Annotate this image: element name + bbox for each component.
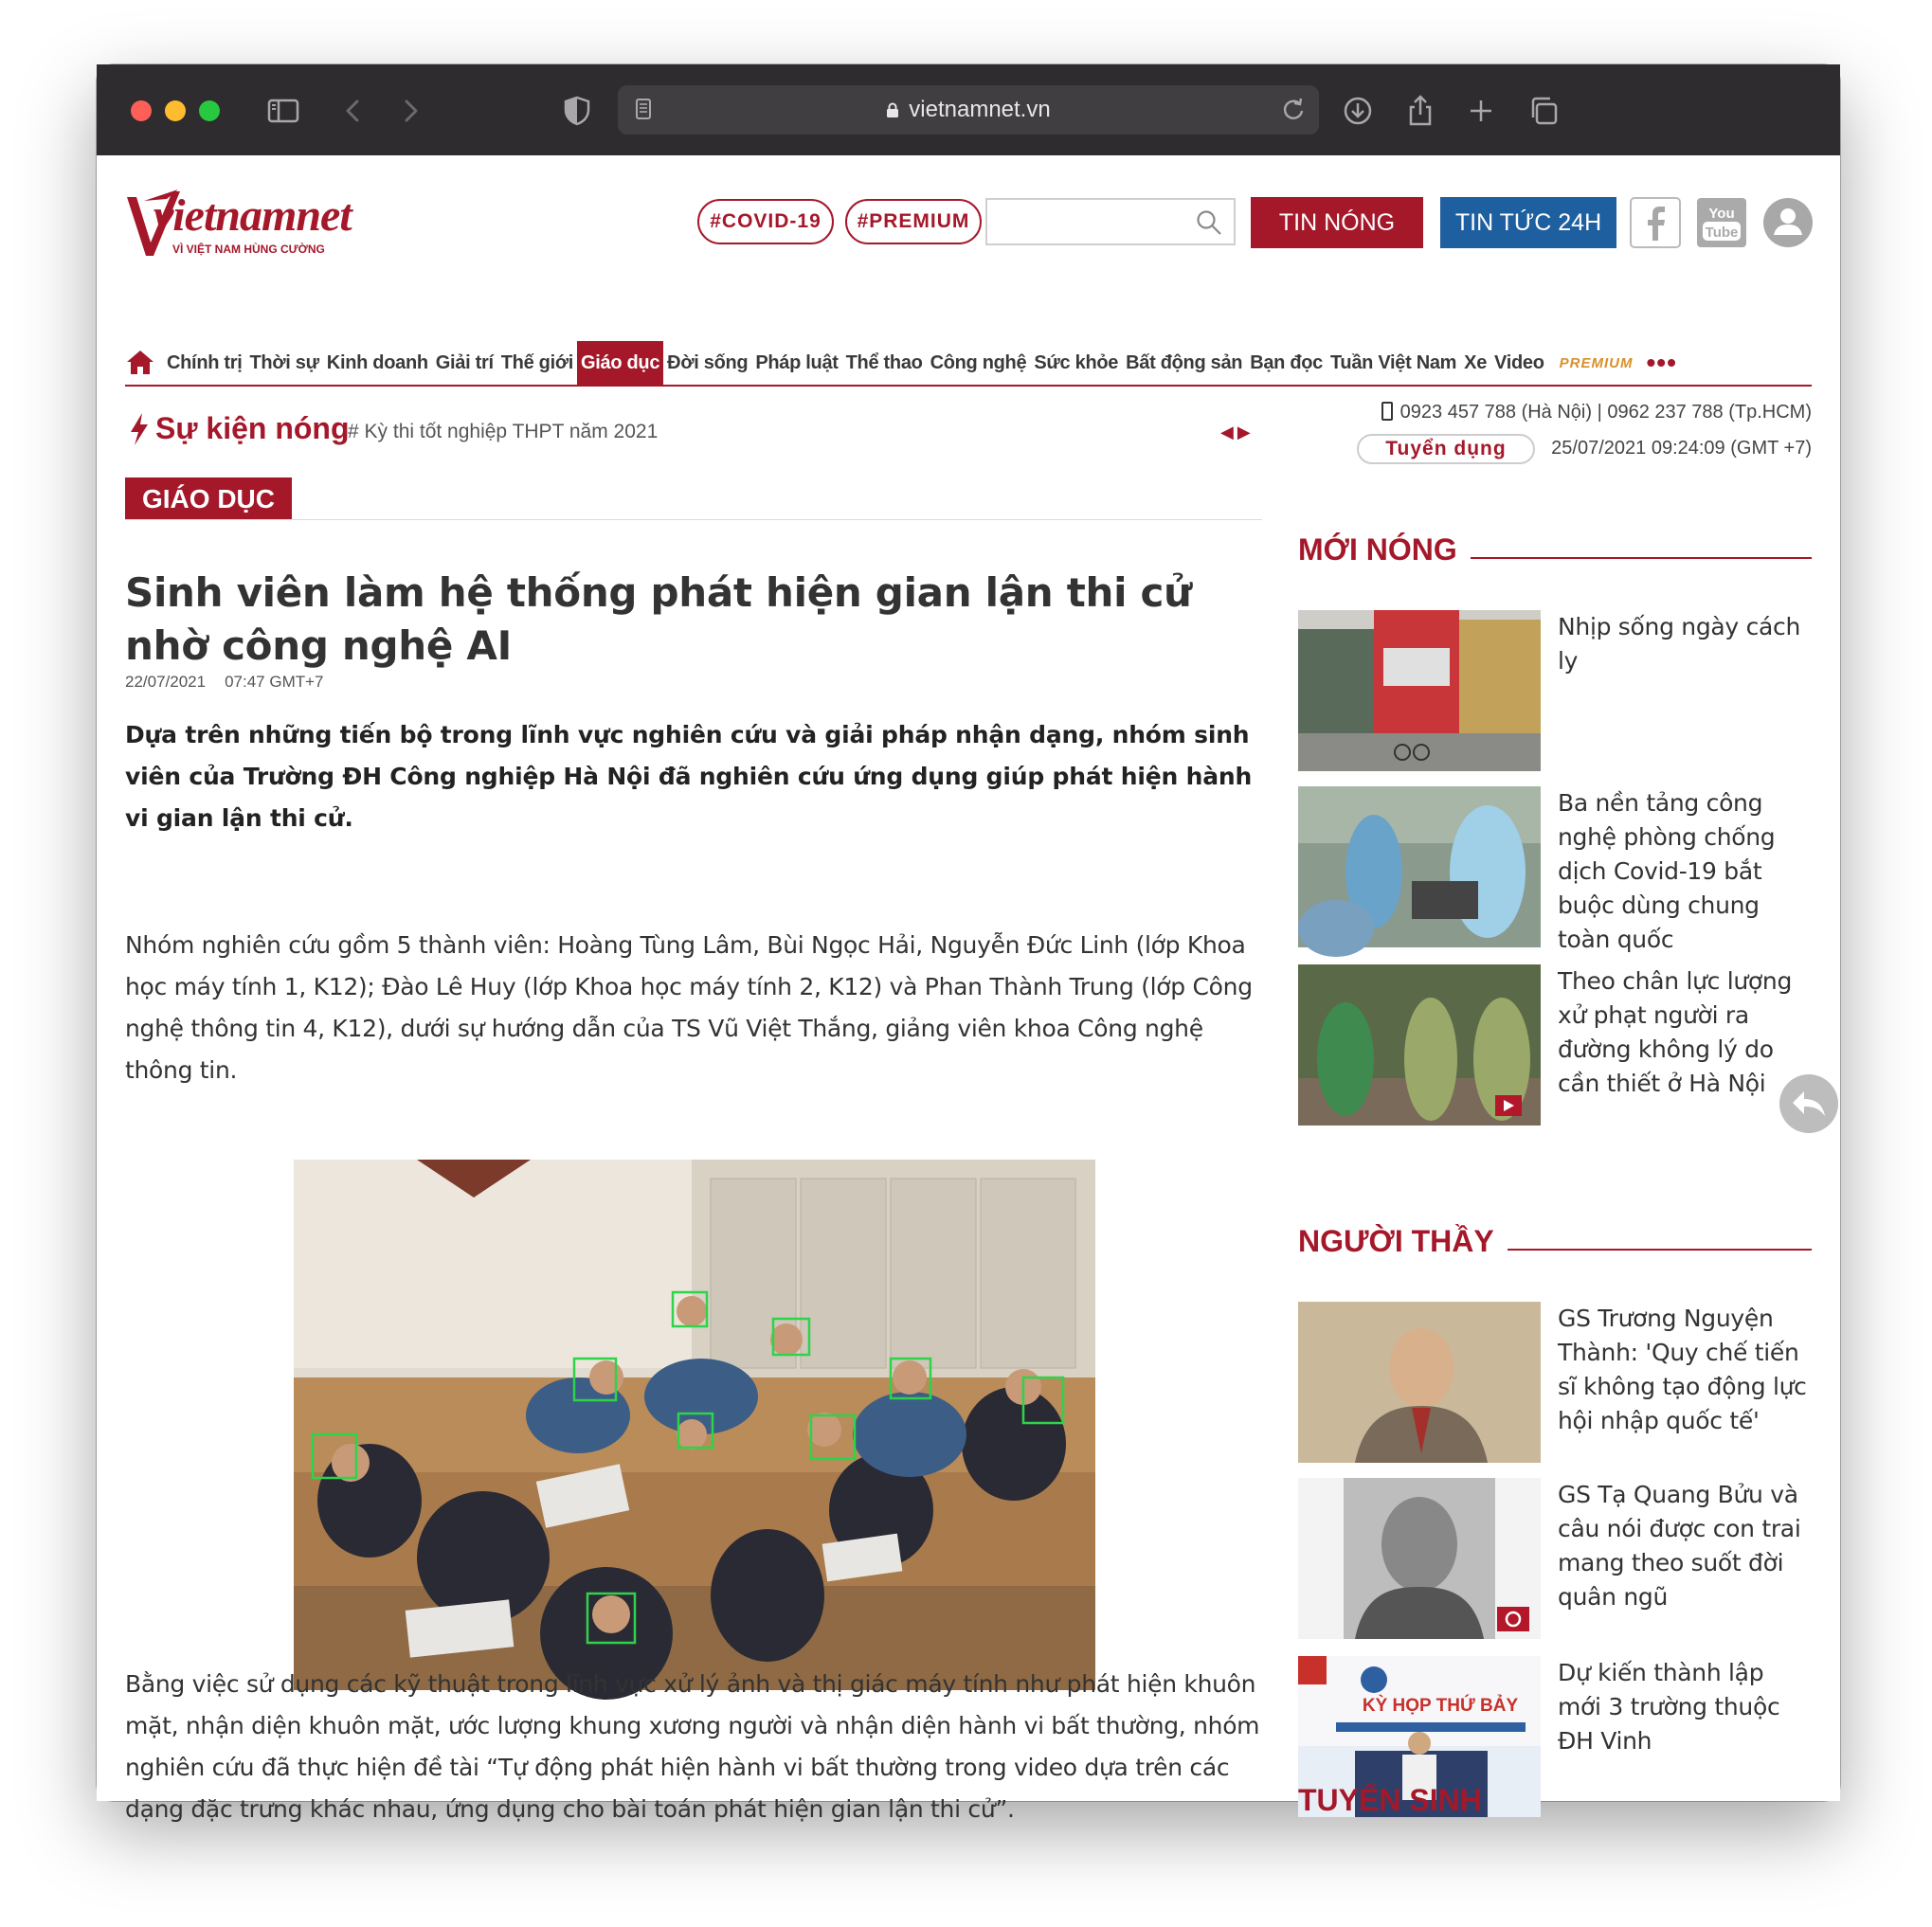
- logo-wordmark: vietnamnet: [153, 190, 352, 241]
- downloads-icon[interactable]: [1340, 93, 1376, 129]
- main-navigation: [125, 341, 1812, 387]
- section-title[interactable]: NGƯỜI THẦY: [1298, 1224, 1508, 1259]
- next-arrow-icon[interactable]: ▶: [1237, 423, 1255, 441]
- floating-back-button[interactable]: [1779, 1074, 1838, 1133]
- hot-event-link[interactable]: # Kỳ thi tốt nghiệp THPT năm 2021: [348, 421, 659, 442]
- article-thumbnail[interactable]: [1298, 786, 1541, 947]
- article-headline[interactable]: GS Tạ Quang Bửu và câu nói được con trai mang theo suốt đời quân ngũ: [1558, 1481, 1801, 1611]
- sidebar-article[interactable]: [1298, 786, 1812, 953]
- article-headline[interactable]: Nhịp sống ngày cách ly: [1558, 613, 1801, 675]
- hot-news-button[interactable]: TIN NÓNG: [1251, 197, 1423, 248]
- lightning-icon: [129, 413, 150, 445]
- article-thumbnail[interactable]: [1298, 1478, 1541, 1639]
- hot-events-title: Sự kiện nóng: [155, 411, 350, 445]
- tab-overview-icon[interactable]: [1526, 93, 1562, 129]
- home-icon[interactable]: [125, 349, 155, 375]
- share-icon[interactable]: [1402, 93, 1438, 129]
- search-box: [985, 198, 1236, 245]
- svg-text:Tube: Tube: [1705, 225, 1739, 241]
- site-logo[interactable]: [125, 184, 352, 261]
- nav-item-thoi-su[interactable]: Thời sự: [249, 352, 319, 373]
- article-paragraph: Nhóm nghiên cứu gồm 5 thành viên: Hoàng Tùng Lâm, Bùi Ngọc Hải, Nguyễn Đức Linh (lớp Khoa học máy tính 1, K12); Đào Lê Huy (lớp Khoa học máy tính 2, K12) và Phan Thành Trung (lớp Công nghệ thông tin 4, K12), dưới sự hướng dẫn của TS Vũ Việt Thắng, giảng viên khoa Công nghệ thông tin.: [125, 931, 1253, 1084]
- article-headline[interactable]: GS Trương Nguyện Thành: 'Quy chế tiến sĩ không tạo động lực hội nhập quốc tế': [1558, 1305, 1807, 1434]
- tag-premium[interactable]: #PREMIUM: [845, 199, 982, 244]
- logo-tagline: VÌ VIỆT NAM HÙNG CƯỜNG: [172, 243, 325, 256]
- thumbnail-banner-text: KỲ HỌP THỨ BẢY: [1362, 1696, 1519, 1716]
- browser-toolbar: [97, 64, 1840, 155]
- nav-item-video[interactable]: Video: [1494, 352, 1544, 373]
- hot-events-bar: [125, 411, 1262, 449]
- search-input[interactable]: [995, 200, 1184, 243]
- article-date: [125, 673, 324, 692]
- minimize-window-button[interactable]: [165, 100, 186, 121]
- nav-more-button[interactable]: •••: [1646, 348, 1677, 377]
- article-paragraph: Bằng việc sử dụng các kỹ thuật trong lĩnh vực xử lý ảnh và thị giác máy tính như phát hiện khuôn mặt, nhận diện khuôn mặt, ước lượng khung xương người và nhận diện hành vi bất thường, nhóm nghiên cứu đã thực hiện đề tài “Tự động phát hiện hành vi bất thường trong video dựa trên các dạng đặc trưng khác nhau, ứng dụng cho bài toán phát hiện gian lận thi cử”.: [125, 1670, 1260, 1823]
- web-page: [97, 155, 1840, 1823]
- article-date-day: 22/07/2021: [125, 673, 207, 691]
- address-bar[interactable]: [618, 85, 1319, 135]
- nav-item-giao-duc[interactable]: Giáo dục: [577, 341, 663, 385]
- reply-arrow-icon: [1779, 1074, 1838, 1133]
- nav-item-kinh-doanh[interactable]: Kinh doanh: [326, 352, 428, 373]
- nav-item-xe[interactable]: Xe: [1464, 352, 1488, 373]
- nav-item-chinh-tri[interactable]: Chính trị: [167, 352, 243, 373]
- close-window-button[interactable]: [131, 100, 152, 121]
- nav-item-the-thao[interactable]: Thể thao: [845, 352, 923, 373]
- article-headline[interactable]: Theo chân lực lượng xử phạt người ra đường không lý do cần thiết ở Hà Nội: [1558, 967, 1793, 1097]
- article-lead: Dựa trên những tiến bộ trong lĩnh vực nghiên cứu và giải pháp nhận dạng, nhóm sinh viên của Trường ĐH Công nghiệp Hà Nội đã nghiên cứu ứng dụng giúp phát hiện hành vi gian lận thi cử.: [125, 721, 1253, 832]
- zoom-window-button[interactable]: [199, 100, 220, 121]
- nav-item-giai-tri[interactable]: Giải trí: [435, 352, 494, 373]
- article-thumbnail[interactable]: [1298, 964, 1541, 1126]
- sidebar-toggle-icon[interactable]: [265, 93, 301, 129]
- article-headline[interactable]: Dự kiến thành lập mới 3 trường thuộc ĐH Vinh: [1558, 1659, 1780, 1755]
- new-tab-icon[interactable]: [1463, 93, 1499, 129]
- nav-item-tuan-viet-nam[interactable]: Tuần Việt Nam: [1329, 352, 1457, 373]
- url-text[interactable]: [618, 97, 1319, 123]
- section-header-tuyen-sinh[interactable]: TUYỂN SINH: [1298, 1783, 1482, 1817]
- url-label: vietnamnet.vn: [909, 97, 1051, 122]
- svg-text:You: You: [1708, 206, 1735, 222]
- category-label[interactable]: GIÁO DỤC: [125, 477, 292, 519]
- nav-item-suc-khoe[interactable]: Sức khỏe: [1034, 352, 1119, 373]
- current-datetime: 25/07/2021 09:24:09 (GMT +7): [1551, 438, 1812, 459]
- back-icon[interactable]: [335, 93, 371, 129]
- category-divider: [125, 519, 1262, 520]
- reload-icon[interactable]: [1277, 93, 1309, 125]
- browser-window: [97, 64, 1840, 1823]
- section-header-moi-nong: [1298, 532, 1812, 570]
- article-date-time: 07:47 GMT+7: [225, 673, 324, 691]
- nav-item-cong-nghe[interactable]: Công nghệ: [930, 352, 1027, 373]
- section-title[interactable]: MỚI NÓNG: [1298, 532, 1471, 567]
- hot-events-arrows: [1220, 423, 1255, 442]
- article-thumbnail[interactable]: [1298, 1302, 1541, 1463]
- news-24h-button[interactable]: TIN TỨC 24H: [1440, 197, 1616, 248]
- nav-item-doi-song[interactable]: Đời sống: [667, 352, 749, 373]
- article-photo[interactable]: [294, 1160, 1095, 1690]
- sidebar-article[interactable]: [1298, 1302, 1812, 1463]
- section-header-nguoi-thay: [1298, 1224, 1812, 1262]
- search-icon[interactable]: [1196, 209, 1222, 236]
- nav-item-the-gioi[interactable]: Thế giới: [500, 352, 573, 373]
- prev-arrow-icon[interactable]: ◀: [1220, 423, 1237, 441]
- forward-icon[interactable]: [392, 93, 428, 129]
- sidebar-article[interactable]: [1298, 610, 1812, 771]
- nav-item-bat-dong-san[interactable]: Bất động sản: [1126, 352, 1243, 373]
- sidebar-article[interactable]: [1298, 1478, 1812, 1639]
- sidebar-article[interactable]: [1298, 964, 1812, 1126]
- youtube-icon[interactable]: [1696, 197, 1747, 248]
- phone-numbers: 0923 457 788 (Hà Nội) | 0962 237 788 (Tp.HCM): [1399, 402, 1812, 423]
- facebook-icon[interactable]: [1630, 197, 1681, 248]
- nav-item-phap-luat[interactable]: Pháp luật: [755, 352, 839, 373]
- phone-icon: [1381, 402, 1393, 421]
- lock-icon: [886, 102, 899, 117]
- article-headline[interactable]: Ba nền tảng công nghệ phòng chống dịch Covid-19 bắt buộc dùng chung toàn quốc: [1558, 789, 1776, 953]
- contact-phones: [1381, 402, 1812, 423]
- nav-item-ban-doc[interactable]: Bạn đọc: [1250, 352, 1323, 373]
- article-thumbnail[interactable]: [1298, 610, 1541, 771]
- user-avatar-icon[interactable]: [1762, 197, 1814, 248]
- article-title: Sinh viên làm hệ thống phát hiện gian lận thi cử nhờ công nghệ AI: [125, 569, 1192, 669]
- recruit-button[interactable]: Tuyển dụng: [1357, 434, 1535, 464]
- privacy-shield-icon[interactable]: [559, 93, 595, 129]
- nav-item-premium[interactable]: PREMIUM: [1559, 354, 1634, 371]
- tag-covid19[interactable]: #COVID-19: [697, 199, 834, 244]
